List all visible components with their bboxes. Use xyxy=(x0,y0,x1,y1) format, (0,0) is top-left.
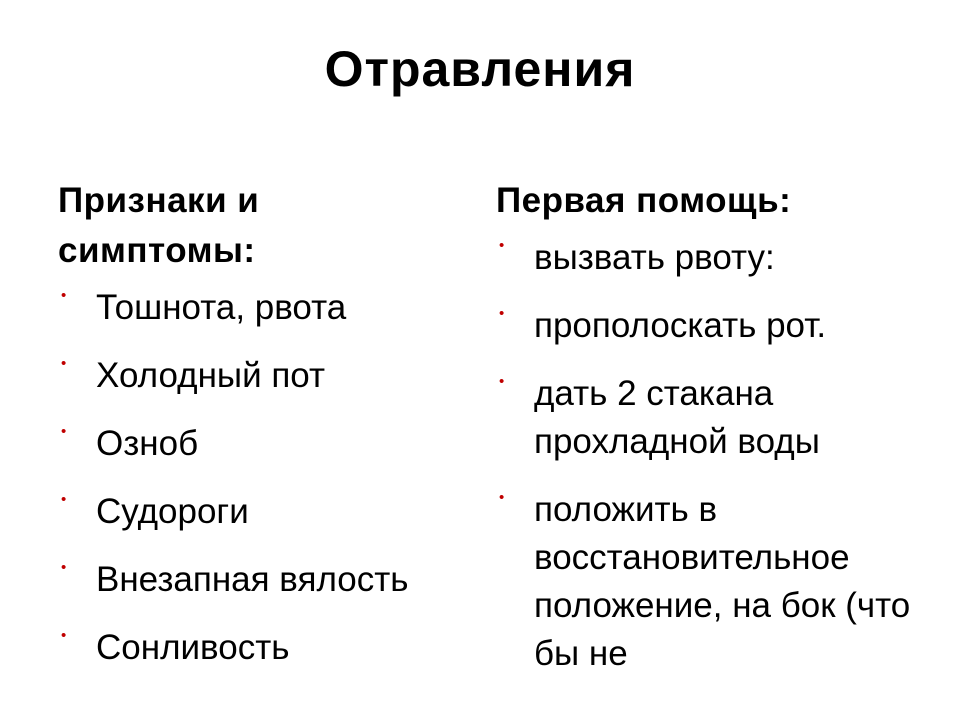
list-item xyxy=(496,486,926,678)
bullet-icon: • xyxy=(499,305,505,322)
list-item-text: вызвать рвоту: xyxy=(534,238,775,277)
list-item-text: Внезапная вялость xyxy=(96,560,409,599)
bullet-icon: • xyxy=(61,287,67,304)
list-item xyxy=(496,234,926,282)
list-item-text: прополоскать рот. xyxy=(534,306,827,345)
symptoms-heading: Признаки и симптомы: xyxy=(58,181,260,270)
list-item xyxy=(496,302,926,350)
list-item-text: положить в восстановительное положение, на бок (что бы не xyxy=(534,490,911,673)
list-item-text: Озноб xyxy=(96,424,199,463)
bullet-icon: • xyxy=(61,627,67,644)
bullet-icon: • xyxy=(499,489,505,506)
first-aid-column xyxy=(496,176,926,698)
list-item-text: Судороги xyxy=(96,492,249,531)
list-item xyxy=(58,556,458,604)
list-item xyxy=(496,370,926,466)
symptoms-column xyxy=(58,176,458,692)
bullet-icon: • xyxy=(499,373,505,390)
first-aid-list xyxy=(496,234,926,678)
list-item xyxy=(58,284,458,332)
list-item-text: Тошнота, рвота xyxy=(96,288,347,327)
list-item xyxy=(58,488,458,536)
list-item-text: Холодный пот xyxy=(96,356,326,395)
list-item-text: дать 2 стакана прохладной воды xyxy=(534,374,820,461)
bullet-icon: • xyxy=(61,423,67,440)
bullet-icon: • xyxy=(61,355,67,372)
list-item xyxy=(58,352,458,400)
list-item xyxy=(58,420,458,468)
list-item-text: Сонливость xyxy=(96,628,290,667)
first-aid-heading: Первая помощь: xyxy=(496,181,792,220)
bullet-icon: • xyxy=(499,237,505,254)
slide-title: Отравления xyxy=(324,41,636,97)
bullet-icon: • xyxy=(61,491,67,508)
symptoms-list xyxy=(58,284,458,672)
bullet-icon: • xyxy=(61,559,67,576)
list-item xyxy=(58,624,458,672)
